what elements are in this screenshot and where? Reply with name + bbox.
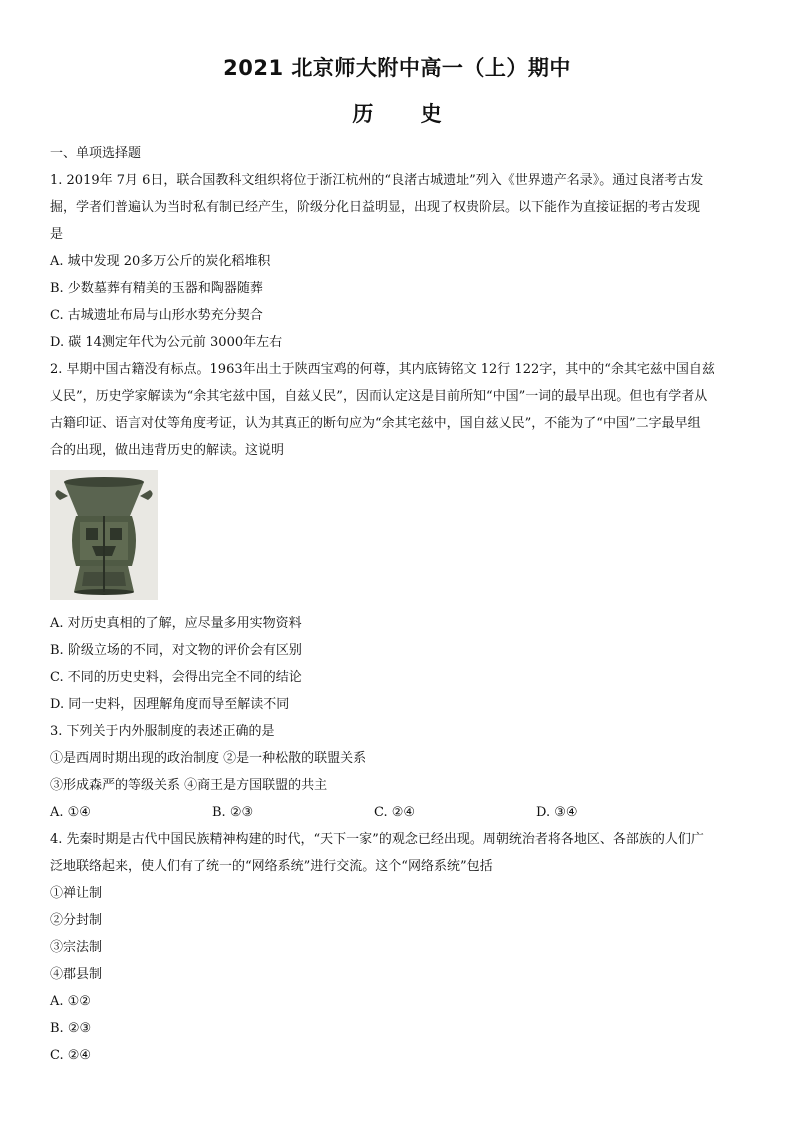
q4-statement: ④郡县制: [50, 967, 103, 982]
q4-statement: ③宗法制: [50, 940, 103, 955]
q2-option-b: B. 阶级立场的不同，对文物的评价会有区别: [50, 643, 302, 658]
q3-option-c: C. ②④: [374, 805, 416, 820]
q1-option-d: D. 碳 14测定年代为公元前 3000年左右: [50, 335, 283, 350]
q4-statement: ②分封制: [50, 913, 103, 928]
q2-option-c: C. 不同的历史史料，会得出完全不同的结论: [50, 670, 302, 685]
q2-option-d: D. 同一史料，因理解角度而导至解读不同: [50, 697, 290, 712]
q1-stem-line: 是: [50, 227, 64, 242]
q3-stem: 3. 下列关于内外服制度的表述正确的是: [50, 724, 275, 739]
q2-option-a: A. 对历史真相的了解，应尽量多用实物资料: [50, 616, 302, 631]
q4-option-a: A. ①②: [50, 994, 91, 1009]
exam-title: 2021 北京师大附中高一（上）期中: [223, 56, 571, 80]
q4-stem-line: 泛地联络起来，使人们有了统一的“网络系统”进行交流。这个“网络系统”包括: [50, 859, 493, 874]
q3-statements: ③形成森严的等级关系 ④商王是方国联盟的共主: [50, 778, 328, 793]
bronze-vessel-image: [50, 470, 755, 610]
q3-statements: ①是西周时期出现的政治制度 ②是一种松散的联盟关系: [50, 751, 367, 766]
q2-stem-line: 合的出现，做出违背历史的解读。这说明: [50, 443, 285, 458]
q3-option-b: B. ②③: [212, 805, 254, 820]
he-zun-vessel-picture: [50, 470, 158, 600]
q3-option-d: D. ③④: [536, 805, 578, 820]
q2-stem-line: 乂民”，历史学家解读为“余其宅兹中国，自兹乂民”，因而认定这是目前所知“中国”一词的最早出现。但也有学者从: [50, 389, 708, 404]
q4-stem-line: 4. 先秦时期是古代中国民族精神构建的时代，“天下一家”的观念已经出现。周朝统治者将各地区、各部族的人们广: [50, 832, 704, 847]
section-heading: 一、单项选择题: [50, 146, 142, 161]
question-2: [50, 356, 755, 718]
question-3: [50, 718, 755, 826]
q1-option-b: B. 少数墓葬有精美的玉器和陶器随葬: [50, 281, 263, 296]
q4-option-b: B. ②③: [50, 1021, 92, 1036]
q1-option-c: C. 古城遗址布局与山形水势充分契合: [50, 308, 263, 323]
q2-stem-line: 2. 早期中国古籍没有标点。1963年出土于陕西宝鸡的何尊，其内底铸铭文 12行 122字，其中的“余其宅兹中国自兹: [50, 362, 715, 377]
q4-option-c: C. ②④: [50, 1048, 92, 1063]
q4-statement: ①禅让制: [50, 886, 103, 901]
question-1: [50, 167, 755, 356]
q3-option-a: A. ①④: [50, 805, 91, 820]
q2-stem-line: 古籍印证、语言对仗等角度考证，认为其真正的断句应为“余其宅兹中，国自兹乂民”，不能为了“中国”二字最早组: [50, 416, 701, 431]
exam-content: [50, 140, 755, 1069]
question-4: [50, 826, 755, 1069]
q1-option-a: A. 城中发现 20多万公斤的炭化稻堆积: [50, 254, 271, 269]
exam-subject: 历 史: [352, 102, 442, 126]
q1-stem-line: 1. 2019年 7月 6日，联合国教科文组织将位于浙江杭州的“良渚古城遗址”列入《世界遗产名录》。通过良渚考古发: [50, 173, 704, 188]
q3-options-row: [50, 799, 755, 826]
q1-stem-line: 掘，学者们普遍认为当时私有制已经产生，阶级分化日益明显，出现了权贵阶层。以下能作为直接证据的考古发现: [50, 200, 701, 215]
